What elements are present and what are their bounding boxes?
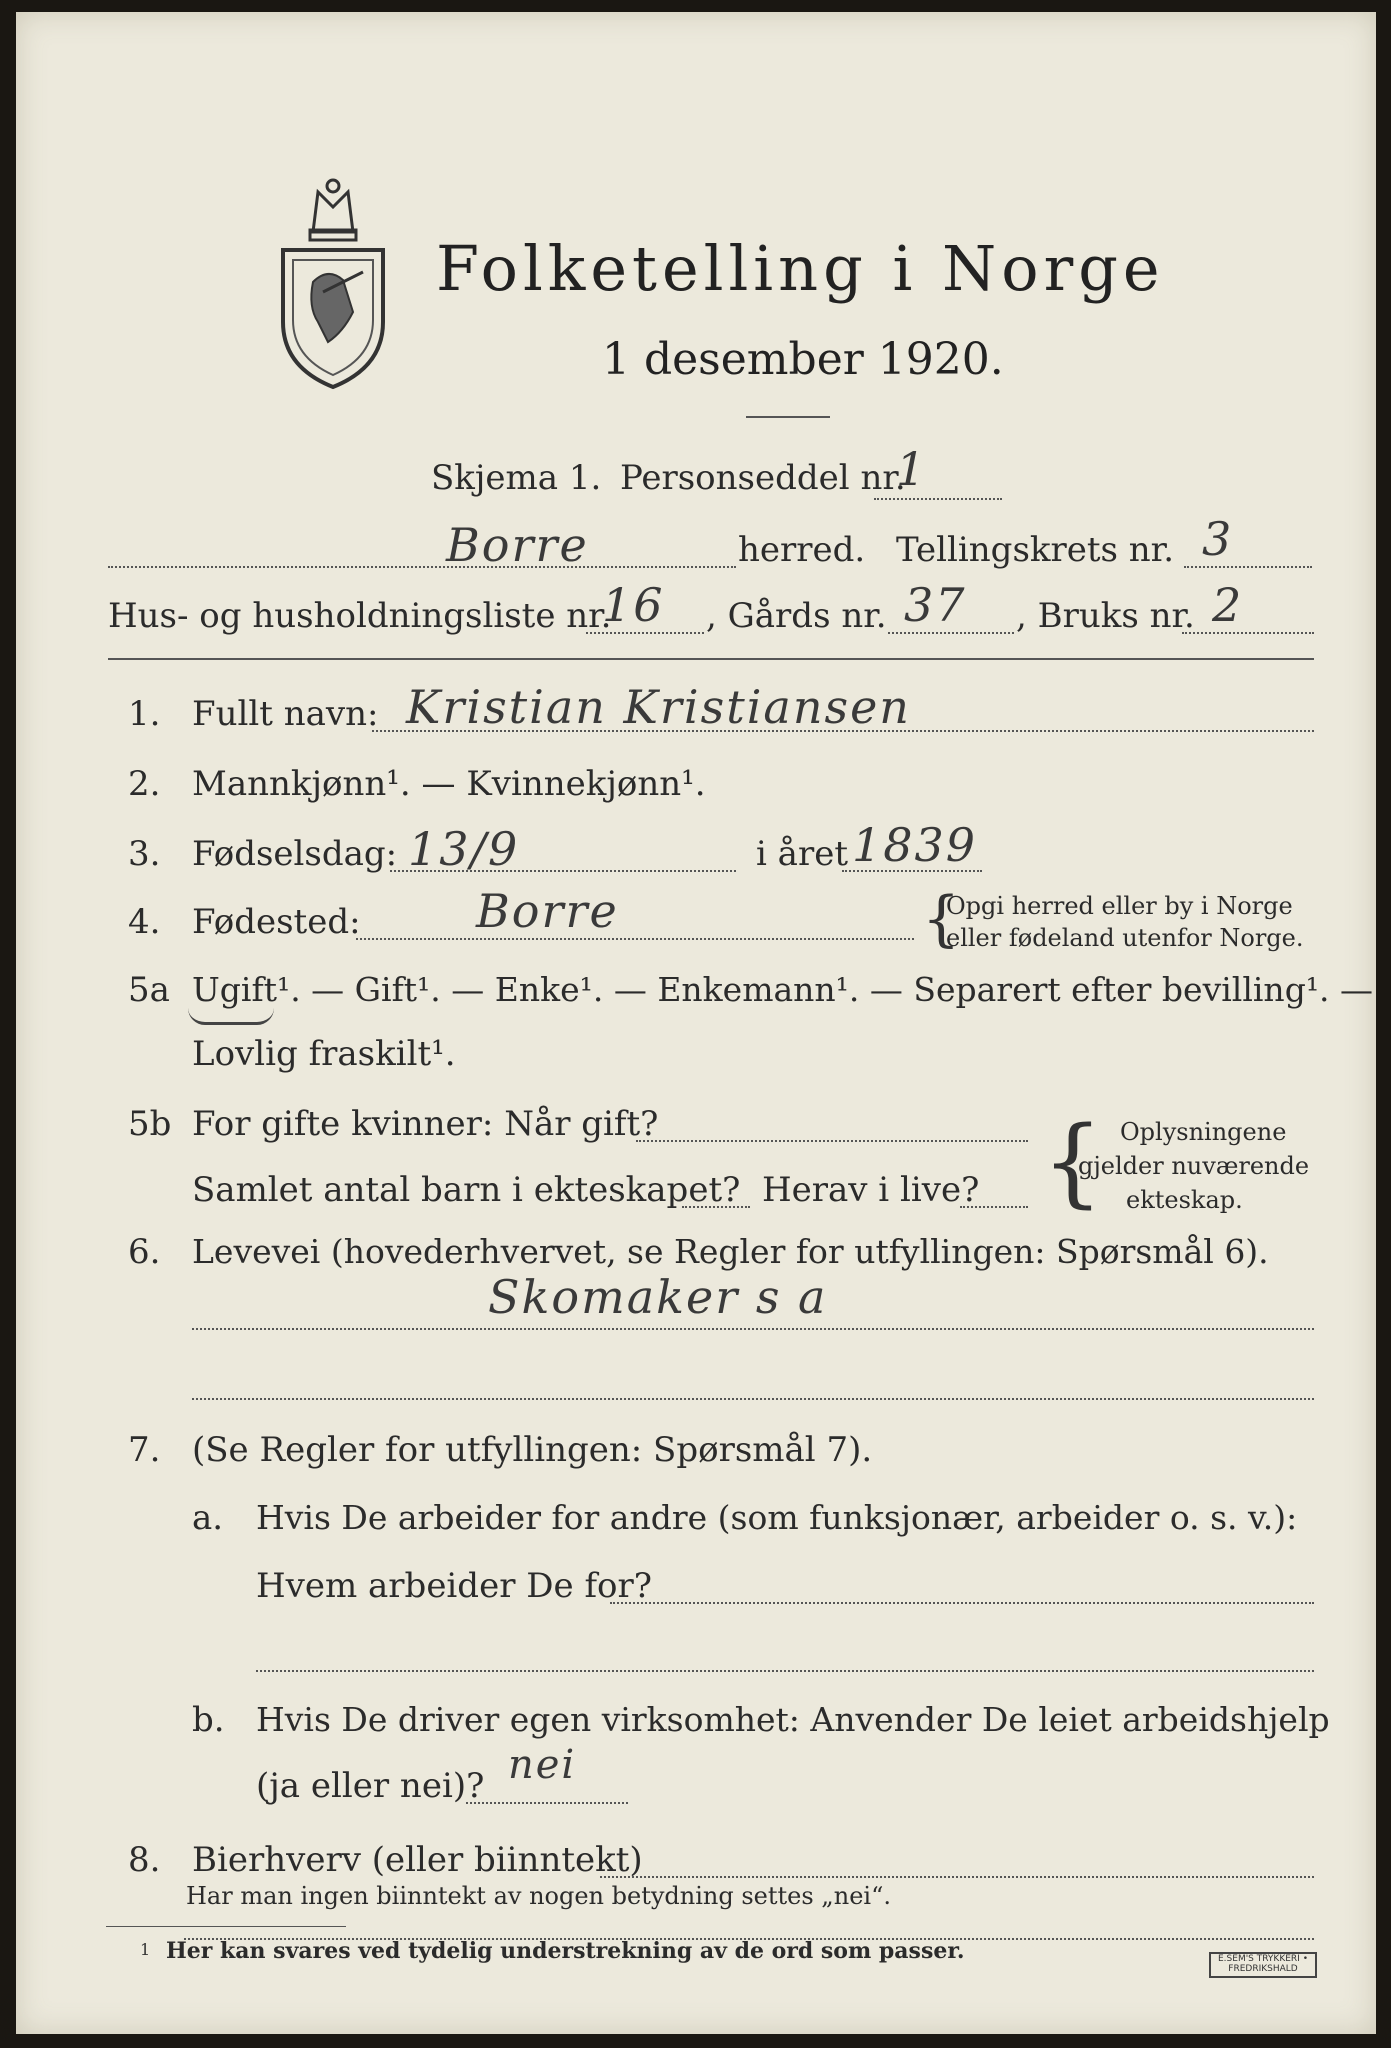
q7b-number: b.	[192, 1700, 225, 1740]
hus-value: 16	[602, 578, 665, 632]
bruks-value: 2	[1212, 578, 1244, 632]
coat-of-arms-icon	[268, 172, 398, 392]
q3-year-value: 1839	[852, 818, 978, 872]
q6-value: Skomaker s a	[488, 1270, 828, 1324]
printer-stamp: E.SEM'S TRYKKERI • FREDRIKSHALD	[1209, 1952, 1317, 1978]
header-rule	[108, 658, 1314, 660]
q5b-label2: Samlet antal barn i ekteskapet?	[192, 1170, 741, 1210]
form-date: 1 desember 1920.	[602, 334, 1004, 385]
q5a-ugift-underline	[188, 1008, 274, 1025]
q5a-label: Ugift¹. — Gift¹. — Enke¹. — Enkemann¹. — Separert efter bevilling¹. —	[192, 970, 1374, 1009]
q7a-label: Hvis De arbeider for andre (som funksjonær, arbeider o. s. v.):	[256, 1498, 1298, 1537]
tellingskrets-value: 3	[1202, 512, 1234, 566]
tellingskrets-label: Tellingskrets nr.	[896, 530, 1175, 570]
bruks-field-line	[1182, 632, 1314, 634]
q7-label: (Se Regler for utfyllingen: Spørsmål 7).	[192, 1430, 873, 1470]
q1-number: 1.	[128, 694, 161, 734]
q6-number: 6.	[128, 1232, 161, 1272]
bruks-label: , Bruks nr.	[1016, 596, 1195, 636]
q5b-number: 5b	[128, 1104, 172, 1144]
q4-field-line	[356, 938, 914, 940]
q3-label: Fødselsdag:	[192, 834, 398, 874]
title-divider	[746, 416, 830, 418]
gards-label: , Gårds nr.	[706, 596, 887, 636]
q5b-note-line2: gjelder nuværende	[1078, 1152, 1310, 1180]
q5b-label: For gifte kvinner: Når gift?	[192, 1104, 659, 1144]
q8-number: 8.	[128, 1840, 161, 1880]
q4-note-brace: {	[922, 884, 961, 954]
gards-field-line	[888, 632, 1014, 634]
q1-value: Kristian Kristiansen	[406, 680, 911, 734]
q6-field-line-1	[192, 1328, 1314, 1330]
q7a-label2: Hvem arbeider De for?	[256, 1566, 652, 1606]
q6-label: Levevei (hovederhvervet, se Regler for utfyllingen: Spørsmål 6).	[192, 1232, 1269, 1271]
q4-note-line2: eller fødeland utenfor Norge.	[946, 924, 1304, 952]
personseddel-label: Personseddel nr.	[620, 458, 906, 498]
q7a-field-line-2	[256, 1670, 1314, 1672]
footnote-rule	[106, 1926, 346, 1927]
personseddel-value: 1	[896, 442, 928, 496]
footnote-text: Her kan svares ved tydelig understrekning av de ord som passer.	[166, 1938, 965, 1964]
hus-field-line	[586, 632, 704, 634]
skjema-label: Skjema 1.	[431, 458, 602, 498]
herred-label: herred.	[738, 530, 866, 570]
q7a-field-line-1	[610, 1602, 1314, 1604]
herred-value: Borre	[446, 518, 589, 572]
q5b-note-brace: {	[1042, 1106, 1104, 1218]
q5b-label3: Herav i live?	[762, 1170, 980, 1210]
q3-value: 13/9	[408, 822, 520, 876]
q6-field-line-2	[192, 1398, 1314, 1400]
q7-number: 7.	[128, 1430, 161, 1470]
q5b-note-line3: ekteskap.	[1126, 1186, 1243, 1214]
q3-number: 3.	[128, 834, 161, 874]
q5a-label2: Lovlig fraskilt¹.	[192, 1034, 456, 1074]
tellingskrets-field-line	[1184, 566, 1312, 568]
q7b-label2: (ja eller nei)?	[256, 1766, 485, 1806]
q3-year-label: i året	[756, 834, 848, 874]
q7b-value: nei	[508, 1742, 577, 1788]
q2-number: 2.	[128, 764, 161, 804]
q7b-field-line	[466, 1802, 628, 1804]
q4-number: 4.	[128, 902, 161, 942]
q5b-ilive-field-line	[960, 1206, 1028, 1208]
hus-label: Hus- og husholdningsliste nr.	[108, 596, 612, 636]
q5a-number: 5a	[128, 970, 170, 1010]
q5b-barn-field-line	[682, 1206, 750, 1208]
q4-value: Borre	[476, 884, 619, 938]
q4-label: Fødested:	[192, 902, 361, 942]
personseddel-field-line	[874, 498, 1002, 500]
footer-note: Har man ingen biinntekt av nogen betydning settes „nei“.	[186, 1882, 891, 1910]
q2-label: Mannkjønn¹. — Kvinnekjønn¹.	[192, 764, 706, 804]
q7a-number: a.	[192, 1498, 224, 1538]
gards-value: 37	[904, 578, 967, 632]
q7b-label: Hvis De driver egen virksomhet: Anvender De leiet arbeidshjelp	[256, 1700, 1330, 1739]
q1-label: Fullt navn:	[192, 694, 379, 734]
census-form-sheet	[16, 12, 1376, 2034]
form-title: Folketelling i Norge	[436, 232, 1165, 305]
q8-field-line-1	[600, 1876, 1314, 1878]
q5b-field-line	[636, 1140, 1028, 1142]
q8-label: Bierhverv (eller biinntekt)	[192, 1840, 643, 1880]
footnote-mark: 1	[140, 1940, 151, 1959]
herred-field-line	[108, 566, 736, 568]
q4-note-line1: Opgi herred eller by i Norge	[946, 892, 1293, 920]
q5b-note-line1: Oplysningene	[1120, 1118, 1287, 1146]
